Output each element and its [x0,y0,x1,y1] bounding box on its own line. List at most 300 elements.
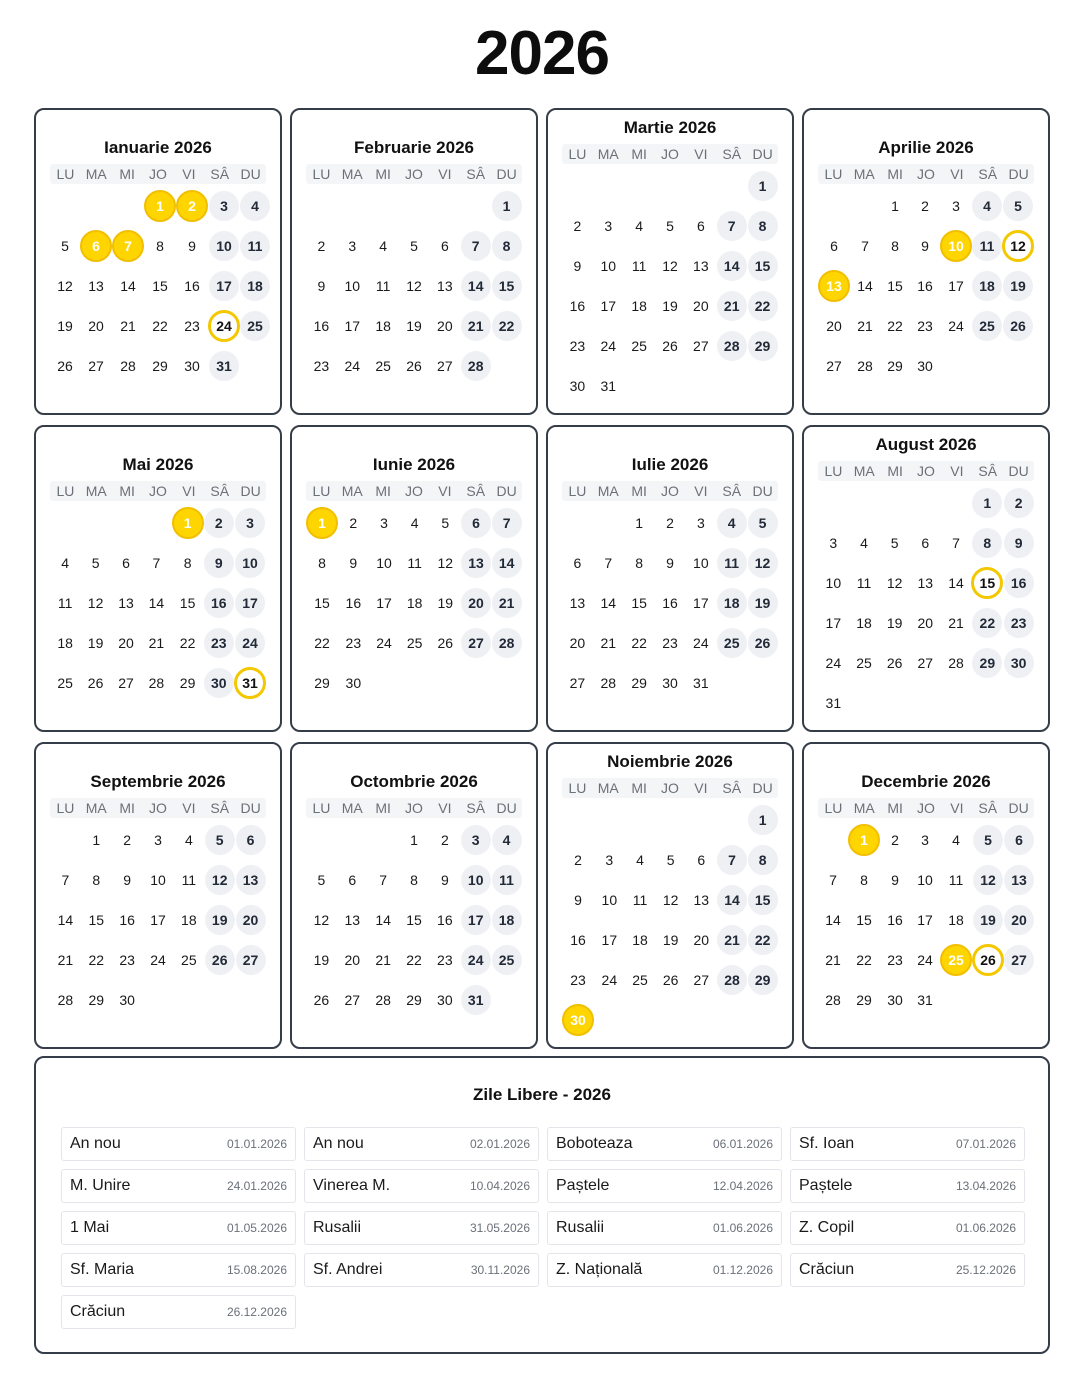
day-cell[interactable] [1003,643,1034,683]
day-cell[interactable] [562,840,594,880]
day-cell[interactable] [141,623,171,663]
day-cell[interactable] [850,266,880,306]
day-cell[interactable] [940,820,972,860]
day-cell[interactable] [818,306,850,346]
day-cell[interactable] [144,346,176,386]
day-cell[interactable] [399,306,430,346]
day-cell[interactable] [562,623,593,663]
day-cell[interactable] [747,800,778,840]
day-cell[interactable] [460,226,491,266]
day-cell[interactable] [144,306,176,346]
day-cell[interactable] [880,186,910,226]
day-cell[interactable] [50,543,80,583]
day-cell[interactable] [624,326,655,366]
day-cell[interactable] [910,980,940,1020]
day-cell[interactable] [655,663,686,703]
day-cell[interactable] [716,206,747,246]
day-cell[interactable] [1002,266,1034,306]
day-cell[interactable] [818,860,848,900]
day-cell[interactable] [624,503,655,543]
day-cell[interactable] [337,306,368,346]
day-cell[interactable] [971,523,1003,563]
day-cell[interactable] [1003,523,1034,563]
day-cell[interactable] [625,960,656,1000]
day-cell[interactable] [399,503,430,543]
day-cell[interactable] [624,663,655,703]
day-cell[interactable] [685,246,716,286]
day-cell[interactable] [880,900,910,940]
day-cell[interactable] [624,286,655,326]
day-cell[interactable] [144,226,176,266]
day-cell[interactable] [849,643,880,683]
day-cell[interactable] [910,226,940,266]
day-cell[interactable] [972,266,1002,306]
day-cell[interactable] [848,900,880,940]
day-cell[interactable] [399,860,430,900]
day-cell[interactable] [940,186,972,226]
day-cell[interactable] [80,663,110,703]
day-cell[interactable] [306,346,337,386]
day-cell[interactable] [369,623,400,663]
day-cell[interactable] [235,900,266,940]
day-cell[interactable] [910,266,940,306]
day-cell[interactable] [235,860,266,900]
day-cell[interactable] [176,266,208,306]
day-cell[interactable] [172,623,204,663]
day-cell[interactable] [1004,860,1034,900]
day-cell[interactable] [594,880,625,920]
day-cell[interactable] [879,603,910,643]
day-cell[interactable] [50,980,81,1020]
day-cell[interactable] [368,306,399,346]
day-cell[interactable] [880,266,910,306]
day-cell[interactable] [716,286,747,326]
day-cell[interactable] [112,820,143,860]
day-cell[interactable] [399,980,430,1020]
day-cell[interactable] [204,860,235,900]
day-cell[interactable] [204,583,234,623]
day-cell[interactable] [111,623,141,663]
day-cell[interactable] [655,880,686,920]
day-cell[interactable] [112,306,144,346]
day-cell[interactable] [337,266,368,306]
day-cell[interactable] [491,226,522,266]
day-cell[interactable] [50,583,80,623]
day-cell[interactable] [234,503,266,543]
day-cell[interactable] [562,543,593,583]
day-cell[interactable] [818,563,849,603]
day-cell[interactable] [204,663,234,703]
day-cell[interactable] [818,940,848,980]
day-cell[interactable] [50,346,80,386]
day-cell[interactable] [685,583,716,623]
day-cell[interactable] [910,820,940,860]
day-cell[interactable] [717,840,748,880]
day-cell[interactable] [491,583,522,623]
day-cell[interactable] [880,980,910,1020]
day-cell[interactable] [461,583,492,623]
day-cell[interactable] [172,503,204,543]
day-cell[interactable] [81,900,112,940]
day-cell[interactable] [1003,483,1034,523]
day-cell[interactable] [208,346,240,386]
day-cell[interactable] [368,980,399,1020]
day-cell[interactable] [144,186,176,226]
day-cell[interactable] [716,503,747,543]
day-cell[interactable] [337,940,368,980]
day-cell[interactable] [460,820,491,860]
day-cell[interactable] [941,523,972,563]
day-cell[interactable] [849,563,880,603]
day-cell[interactable] [1004,940,1034,980]
day-cell[interactable] [685,543,716,583]
day-cell[interactable] [818,900,848,940]
day-cell[interactable] [562,366,593,406]
day-cell[interactable] [235,820,266,860]
day-cell[interactable] [172,543,204,583]
day-cell[interactable] [399,543,430,583]
day-cell[interactable] [593,326,624,366]
day-cell[interactable] [173,860,204,900]
day-cell[interactable] [461,623,492,663]
day-cell[interactable] [429,820,460,860]
day-cell[interactable] [941,563,972,603]
day-cell[interactable] [173,900,204,940]
day-cell[interactable] [240,186,270,226]
day-cell[interactable] [208,226,240,266]
day-cell[interactable] [625,840,656,880]
day-cell[interactable] [337,860,368,900]
day-cell[interactable] [491,503,522,543]
day-cell[interactable] [716,623,747,663]
day-cell[interactable] [234,543,266,583]
day-cell[interactable] [429,900,460,940]
day-cell[interactable] [460,346,491,386]
day-cell[interactable] [399,820,430,860]
day-cell[interactable] [337,346,368,386]
day-cell[interactable] [818,266,850,306]
day-cell[interactable] [491,306,522,346]
day-cell[interactable] [747,206,778,246]
day-cell[interactable] [306,266,337,306]
day-cell[interactable] [562,286,593,326]
day-cell[interactable] [80,623,110,663]
day-cell[interactable] [173,820,204,860]
day-cell[interactable] [80,543,110,583]
day-cell[interactable] [972,940,1004,980]
day-cell[interactable] [338,503,369,543]
day-cell[interactable] [940,900,972,940]
day-cell[interactable] [368,226,399,266]
day-cell[interactable] [562,246,593,286]
day-cell[interactable] [430,503,461,543]
day-cell[interactable] [50,900,81,940]
day-cell[interactable] [594,840,625,880]
day-cell[interactable] [879,563,910,603]
day-cell[interactable] [972,186,1002,226]
day-cell[interactable] [306,503,338,543]
day-cell[interactable] [50,306,80,346]
day-cell[interactable] [940,860,972,900]
day-cell[interactable] [818,683,849,723]
day-cell[interactable] [655,840,686,880]
day-cell[interactable] [337,980,368,1020]
day-cell[interactable] [491,266,522,306]
day-cell[interactable] [717,920,748,960]
day-cell[interactable] [143,940,174,980]
day-cell[interactable] [879,643,910,683]
day-cell[interactable] [50,266,80,306]
day-cell[interactable] [81,980,112,1020]
day-cell[interactable] [429,306,460,346]
day-cell[interactable] [460,266,491,306]
day-cell[interactable] [910,940,940,980]
day-cell[interactable] [240,266,270,306]
day-cell[interactable] [910,900,940,940]
day-cell[interactable] [747,543,778,583]
day-cell[interactable] [112,226,144,266]
day-cell[interactable] [50,663,80,703]
day-cell[interactable] [593,206,624,246]
day-cell[interactable] [850,306,880,346]
day-cell[interactable] [716,326,747,366]
day-cell[interactable] [655,623,686,663]
day-cell[interactable] [176,346,208,386]
day-cell[interactable] [910,306,940,346]
day-cell[interactable] [430,543,461,583]
day-cell[interactable] [910,860,940,900]
day-cell[interactable] [80,346,112,386]
day-cell[interactable] [430,583,461,623]
day-cell[interactable] [747,583,778,623]
day-cell[interactable] [399,623,430,663]
day-cell[interactable] [491,186,522,226]
day-cell[interactable] [1002,186,1034,226]
day-cell[interactable] [686,880,717,920]
day-cell[interactable] [593,246,624,286]
day-cell[interactable] [818,603,849,643]
day-cell[interactable] [593,286,624,326]
day-cell[interactable] [880,860,910,900]
day-cell[interactable] [204,543,234,583]
day-cell[interactable] [111,543,141,583]
day-cell[interactable] [460,980,491,1020]
day-cell[interactable] [818,643,849,683]
day-cell[interactable] [716,246,747,286]
day-cell[interactable] [910,563,941,603]
day-cell[interactable] [624,623,655,663]
day-cell[interactable] [234,623,266,663]
day-cell[interactable] [204,940,235,980]
day-cell[interactable] [747,960,778,1000]
day-cell[interactable] [81,860,112,900]
day-cell[interactable] [1003,563,1034,603]
day-cell[interactable] [562,960,594,1000]
day-cell[interactable] [208,186,240,226]
day-cell[interactable] [112,860,143,900]
day-cell[interactable] [685,503,716,543]
day-cell[interactable] [686,960,717,1000]
day-cell[interactable] [655,583,686,623]
day-cell[interactable] [143,820,174,860]
day-cell[interactable] [818,346,850,386]
day-cell[interactable] [306,543,338,583]
day-cell[interactable] [686,840,717,880]
day-cell[interactable] [141,543,171,583]
day-cell[interactable] [399,940,430,980]
day-cell[interactable] [369,503,400,543]
day-cell[interactable] [144,266,176,306]
day-cell[interactable] [306,900,337,940]
day-cell[interactable] [204,623,234,663]
day-cell[interactable] [491,623,522,663]
day-cell[interactable] [80,266,112,306]
day-cell[interactable] [747,623,778,663]
day-cell[interactable] [971,563,1003,603]
day-cell[interactable] [460,940,491,980]
day-cell[interactable] [717,880,748,920]
day-cell[interactable] [624,206,655,246]
day-cell[interactable] [491,543,522,583]
day-cell[interactable] [972,820,1004,860]
day-cell[interactable] [747,326,778,366]
day-cell[interactable] [368,900,399,940]
day-cell[interactable] [1004,900,1034,940]
day-cell[interactable] [940,266,972,306]
day-cell[interactable] [910,523,941,563]
day-cell[interactable] [1002,226,1034,266]
day-cell[interactable] [562,326,593,366]
day-cell[interactable] [747,840,778,880]
day-cell[interactable] [112,940,143,980]
day-cell[interactable] [80,583,110,623]
day-cell[interactable] [625,920,656,960]
day-cell[interactable] [338,663,369,703]
day-cell[interactable] [429,940,460,980]
day-cell[interactable] [941,603,972,643]
day-cell[interactable] [50,226,80,266]
day-cell[interactable] [848,940,880,980]
day-cell[interactable] [80,226,112,266]
day-cell[interactable] [747,503,778,543]
day-cell[interactable] [1004,820,1034,860]
day-cell[interactable] [338,623,369,663]
day-cell[interactable] [747,920,778,960]
day-cell[interactable] [940,306,972,346]
day-cell[interactable] [112,980,143,1020]
day-cell[interactable] [747,286,778,326]
day-cell[interactable] [972,226,1002,266]
day-cell[interactable] [111,663,141,703]
day-cell[interactable] [461,503,492,543]
day-cell[interactable] [306,940,337,980]
day-cell[interactable] [880,940,910,980]
day-cell[interactable] [655,206,686,246]
day-cell[interactable] [849,603,880,643]
day-cell[interactable] [879,523,910,563]
day-cell[interactable] [880,226,910,266]
day-cell[interactable] [399,583,430,623]
day-cell[interactable] [972,900,1004,940]
day-cell[interactable] [306,583,338,623]
day-cell[interactable] [491,820,522,860]
day-cell[interactable] [850,226,880,266]
day-cell[interactable] [655,960,686,1000]
day-cell[interactable] [176,186,208,226]
day-cell[interactable] [818,980,848,1020]
day-cell[interactable] [880,306,910,346]
day-cell[interactable] [562,663,593,703]
day-cell[interactable] [235,940,266,980]
day-cell[interactable] [368,860,399,900]
day-cell[interactable] [204,820,235,860]
day-cell[interactable] [491,940,522,980]
day-cell[interactable] [81,820,112,860]
day-cell[interactable] [624,583,655,623]
day-cell[interactable] [204,900,235,940]
day-cell[interactable] [208,306,240,346]
day-cell[interactable] [461,543,492,583]
day-cell[interactable] [306,860,337,900]
day-cell[interactable] [50,860,81,900]
day-cell[interactable] [338,543,369,583]
day-cell[interactable] [306,306,337,346]
day-cell[interactable] [910,186,940,226]
day-cell[interactable] [593,583,624,623]
day-cell[interactable] [50,940,81,980]
day-cell[interactable] [880,346,910,386]
day-cell[interactable] [369,543,400,583]
day-cell[interactable] [172,583,204,623]
day-cell[interactable] [491,900,522,940]
day-cell[interactable] [655,326,686,366]
day-cell[interactable] [491,860,522,900]
day-cell[interactable] [818,523,849,563]
day-cell[interactable] [176,306,208,346]
day-cell[interactable] [850,346,880,386]
day-cell[interactable] [368,346,399,386]
day-cell[interactable] [460,860,491,900]
day-cell[interactable] [337,900,368,940]
day-cell[interactable] [971,643,1003,683]
day-cell[interactable] [625,880,656,920]
day-cell[interactable] [460,900,491,940]
day-cell[interactable] [429,266,460,306]
day-cell[interactable] [176,226,208,266]
day-cell[interactable] [594,920,625,960]
day-cell[interactable] [240,306,270,346]
day-cell[interactable] [399,900,430,940]
day-cell[interactable] [848,860,880,900]
day-cell[interactable] [655,286,686,326]
day-cell[interactable] [234,663,266,703]
day-cell[interactable] [208,266,240,306]
day-cell[interactable] [685,326,716,366]
day-cell[interactable] [624,543,655,583]
day-cell[interactable] [306,663,338,703]
day-cell[interactable] [240,226,270,266]
day-cell[interactable] [972,306,1002,346]
day-cell[interactable] [910,643,941,683]
day-cell[interactable] [306,226,337,266]
day-cell[interactable] [971,603,1003,643]
day-cell[interactable] [655,503,686,543]
day-cell[interactable] [399,226,430,266]
day-cell[interactable] [686,920,717,960]
day-cell[interactable] [141,663,171,703]
day-cell[interactable] [685,206,716,246]
day-cell[interactable] [562,1000,594,1040]
